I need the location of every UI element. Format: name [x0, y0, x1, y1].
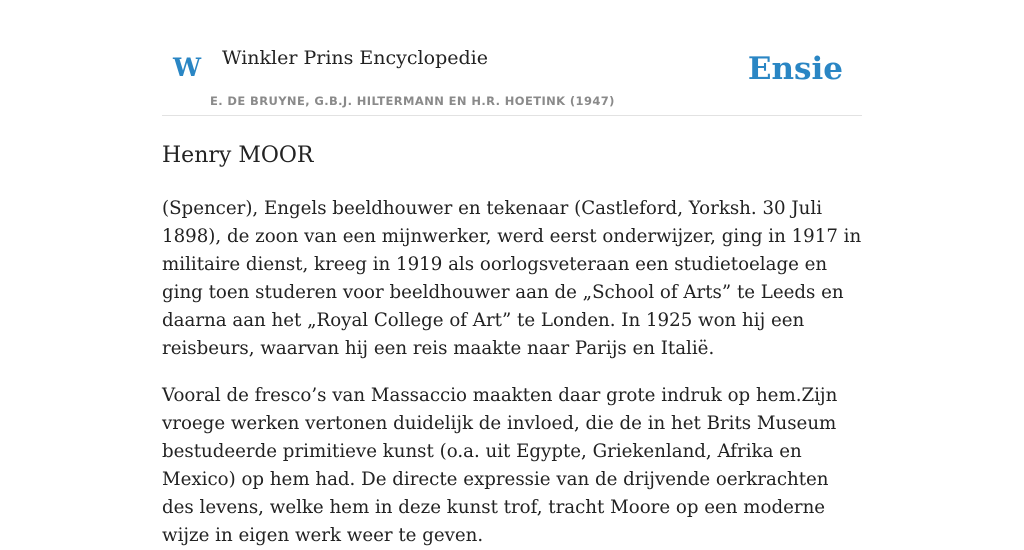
- article-paragraph: Vooral de fresco’s van Massaccio maakten daar grote indruk op hem.Zijn vroege werken vertonen duidelijk de invloed, die de in het Brits Museum bestudeerde primitieve kunst (o.a. uit Egypte, Griekenland, Afrika en Mexico) op hem had. De directe expressie van de drijvende oerkrachten des levens, welke hem in deze kunst trof, tracht Moore op een moderne wijze in eigen werk weer te geven.: [162, 385, 838, 546]
- article-title: Henry MOOR: [162, 143, 314, 168]
- header: [162, 0, 862, 116]
- publication-title[interactable]: Winkler Prins Encyclopedie: [222, 47, 488, 69]
- article-body: [162, 195, 862, 550]
- page: [162, 0, 862, 546]
- ensie-brand-logo[interactable]: Ensie: [747, 51, 843, 87]
- winkler-prins-logo[interactable]: W: [173, 53, 202, 82]
- article-paragraph: (Spencer), Engels beeldhouwer en tekenaar (Castleford, Yorksh. 30 Juli 1898), de zoon van een mijnwerker, werd eerst onderwijzer, ging in 1917 in militaire dienst, kreeg in 1919 als oorlogsveteraan een studietoelage en ging toen studeren voor beeldhouwer aan de „School of Arts” te Leeds en daarna aan het „Royal College of Art” te Londen. In 1925 won hij een reisbeurs, waarvan hij een reis maakte naar Parijs en Italië.: [162, 198, 862, 359]
- publication-authors: E. DE BRUYNE, G.B.J. HILTERMANN EN H.R. HOETINK (1947): [210, 94, 615, 108]
